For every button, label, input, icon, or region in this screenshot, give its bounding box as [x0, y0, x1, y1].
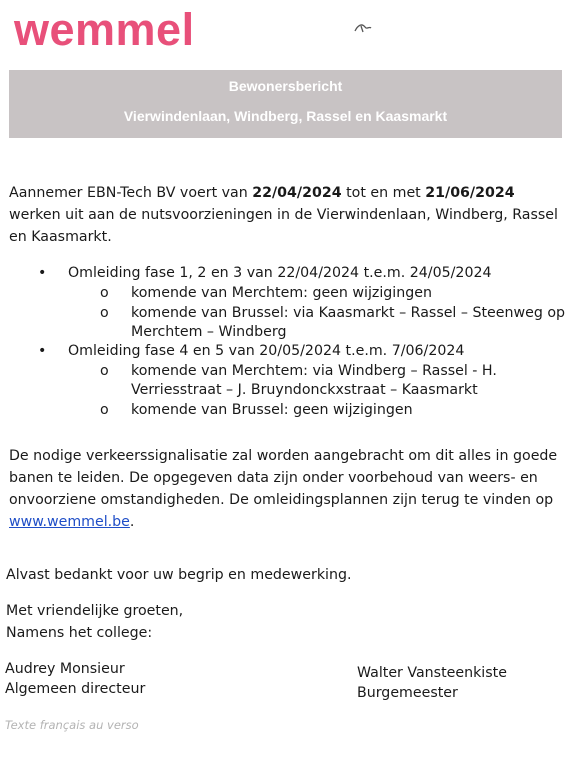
detour-subitem: o komende van Merchtem: geen wijzigingen — [100, 285, 432, 301]
scribble-mark-icon — [352, 20, 374, 36]
signatory-name: Audrey Monsieur — [5, 661, 125, 677]
bullet-icon: • — [38, 343, 47, 359]
signatory-title: Burgemeester — [357, 685, 458, 701]
phase-item: • Omleiding fase 4 en 5 van 20/05/2024 t.e.m. 7/06/2024 — [38, 343, 465, 359]
website-link[interactable]: www.wemmel.be — [9, 514, 130, 530]
detour-subitem: o komende van Brussel: via Kaasmarkt – Rassel – Steenweg op Merchtem – Windberg — [100, 305, 566, 340]
circle-bullet-icon: o — [100, 305, 109, 321]
notice-banner — [9, 70, 562, 138]
thanks-line: Alvast bedankt voor uw begrip en medewerking. — [6, 567, 352, 583]
banner-title: Bewonersbericht — [228, 78, 343, 94]
end-date: 21/06/2024 — [425, 185, 515, 201]
wemmel-logo: wemmel — [14, 4, 195, 55]
signatory-director — [5, 659, 145, 699]
signatory-name: Walter Vansteenkiste — [357, 665, 507, 681]
phase-item: • Omleiding fase 1, 2 en 3 van 22/04/2024 t.e.m. 24/05/2024 — [38, 265, 492, 281]
greeting: Met vriendelijke groeten, Namens het college: — [6, 603, 184, 641]
intro-paragraph: Aannemer EBN-Tech BV voert van 22/04/2024 tot en met 21/06/2024 werken uit aan de nutsvoorzieningen in de Vierwindenlaan, Windberg, Rassel en Kaasmarkt. — [9, 185, 558, 245]
signatory-mayor — [357, 663, 507, 703]
bullet-icon: • — [38, 265, 47, 281]
circle-bullet-icon: o — [100, 402, 109, 418]
signage-paragraph: De nodige verkeerssignalisatie zal worden aangebracht om dit alles in goede banen te leiden. De opgegeven data zijn onder voorbehoud van weers- en onvoorziene omstandigheden. De omleidingsplannen zijn terug te vinden op www.wemmel.be. — [9, 448, 558, 530]
detour-subitem: o komende van Merchtem: via Windberg – Rassel - H. Verriesstraat – J. Bruyndonckxstraat – Kaasmarkt — [100, 363, 497, 398]
signatory-title: Algemeen directeur — [5, 681, 146, 697]
circle-bullet-icon: o — [100, 285, 109, 301]
verso-note: Texte français au verso — [5, 718, 139, 732]
detour-subitem: o komende van Brussel: geen wijzigingen — [100, 402, 413, 418]
banner-streets: Vierwindenlaan, Windberg, Rassel en Kaasmarkt — [123, 108, 448, 124]
circle-bullet-icon: o — [100, 363, 109, 379]
detour-list — [0, 264, 573, 420]
start-date: 22/04/2024 — [252, 185, 342, 201]
